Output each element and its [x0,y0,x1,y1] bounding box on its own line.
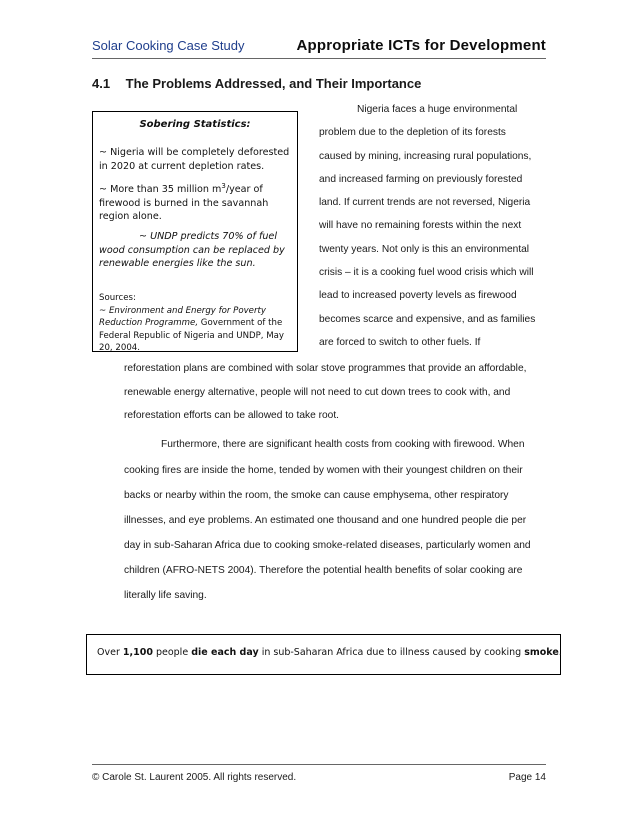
sources-prefix: ~ [99,305,109,316]
header-divider [92,58,546,59]
undp-line-3: renewable energies like the sun. [99,258,256,269]
callout-emphasis-die: die each day [191,647,259,658]
footer-divider [92,764,546,765]
section-heading [92,76,421,91]
callout-text-3: in sub-Saharan Africa due to illness caused by cooking [258,647,525,658]
page-header [92,38,546,60]
undp-line-1: ~ UNDP predicts 70% of fuel [139,231,277,242]
sidebar-title: Sobering Statistics: [139,119,251,130]
callout-emphasis-smoke: smoke [524,647,559,658]
statistic-firewood [99,180,293,224]
body-line: literally life saving. [124,590,207,601]
body-line: renewable energy alternative, people will not need to cut down trees to cook with, and [124,387,511,398]
body-line: backs or nearby within the room, the smoke can cause emphysema, other respiratory [124,490,509,501]
sources-citation [99,305,293,355]
body-line: cooking fires are inside the home, tended by women with their youngest children on their [124,465,523,476]
body-line: will have no remaining forests within the next [319,220,522,231]
sources-rest: Government of the Federal Republic of Nigeria and UNDP, May 20, 2004. [99,318,285,353]
body-line: illnesses, and eye problems. An estimated one thousand and one hundred people die per [124,515,527,526]
header-series-title: Appropriate ICTs for Development [296,37,546,54]
sources-note [99,292,293,355]
callout-text-4: . [558,647,562,658]
body-line: day in sub-Saharan Africa due to cooking smoke-related diseases, particularly women and [124,540,531,551]
callout-text-1: Over [97,647,123,658]
sources-label: Sources: [99,293,136,303]
body-line: crisis – it is a cooking fuel wood crisis which will [319,267,534,278]
body-line: and increased farming on previously forested [319,174,523,185]
copyright-notice: © Carole St. Laurent 2005. All rights reserved. [92,772,297,783]
body-line: Nigeria faces a huge environmental [357,104,518,115]
section-title: The Problems Addressed, and Their Importance [125,76,422,91]
body-line: lead to increased poverty levels as firewood [319,290,517,301]
statistic-deforestation: ~ Nigeria will be completely deforested in 2020 at current depletion rates. [99,147,290,172]
sources-programme-title: Environment and Energy for Poverty Reduction Programme, [99,305,266,328]
body-line: problem due to the depletion of its forests [319,127,506,138]
callout-text-2: people [152,647,192,658]
page-number: Page 14 [508,772,546,783]
stat2-suffix: /year of firewood is burned in the savannah region alone. [99,184,269,223]
stat2-superscript: 3 [221,182,226,190]
body-line: land. If current trends are not reversed, Nigeria [319,197,531,208]
body-line: Furthermore, there are significant health costs from cooking with firewood. When [161,439,525,450]
sobering-statistics-box [92,111,298,352]
undp-line-2: wood consumption can be replaced by [99,244,285,256]
body-line: caused by mining, increasing rural populations, [319,151,532,162]
undp-prediction [99,230,293,271]
body-line: twenty years. Not only is this an environmental [319,244,530,255]
section-number: 4.1 [92,76,111,91]
body-line: children (AFRO-NETS 2004). Therefore the potential health benefits of solar cooking are [124,565,523,576]
smoke-deaths-callout [86,634,561,675]
body-line: reforestation plans are combined with solar stove programmes that provide an affordable, [124,363,527,374]
body-line: becomes scarce and expensive, and as families [319,314,536,325]
callout-number: 1,100 [122,647,153,658]
body-line: reforestation efforts can be allowed to take root. [124,410,340,421]
body-line: are forced to switch to other fuels. If [319,337,481,348]
header-document-title: Solar Cooking Case Study [92,38,245,53]
stat2-prefix: ~ More than 35 million m [99,184,222,196]
